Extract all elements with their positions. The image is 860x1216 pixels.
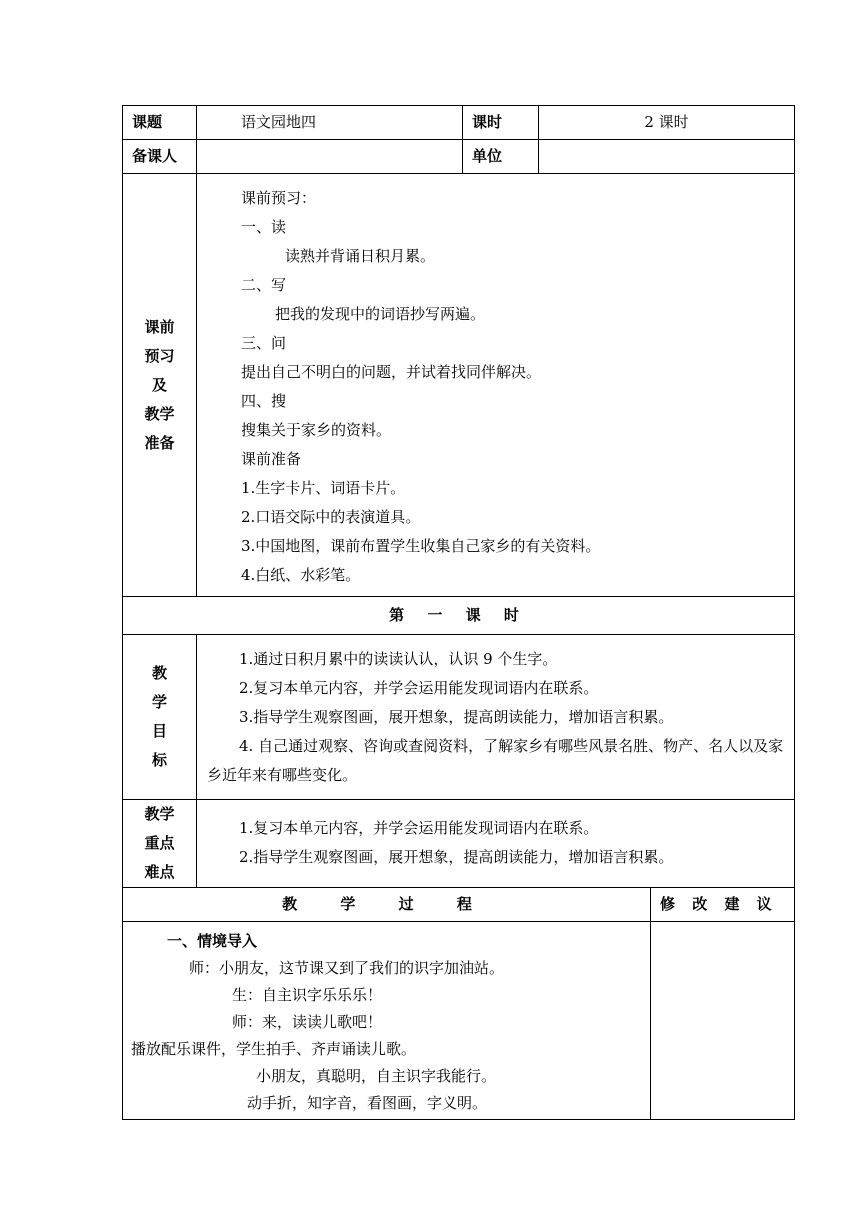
key-points-content bbox=[197, 800, 795, 888]
topic-label: 课题 bbox=[123, 106, 197, 140]
first-lesson-title: 第 一 课 时 bbox=[123, 597, 795, 635]
process-row bbox=[123, 922, 795, 1120]
first-lesson-row bbox=[123, 597, 795, 635]
objective-line: 1.通过日积月累中的读读认认，认识 9 个生字。 bbox=[239, 650, 558, 668]
preview-line: 搜集关于家乡的资料。 bbox=[241, 421, 392, 439]
objectives-side-label: 教 学 目 标 bbox=[123, 635, 197, 800]
preview-line: 二、写 bbox=[241, 276, 287, 294]
preparer-value bbox=[197, 140, 463, 174]
preview-line: 把我的发现中的词语抄写两遍。 bbox=[275, 305, 486, 323]
preview-line: 一、读 bbox=[241, 218, 287, 236]
preview-content bbox=[197, 174, 795, 597]
unit-label: 单位 bbox=[463, 140, 539, 174]
process-line: 小朋友，真聪明，自主识字我能行。 bbox=[256, 1067, 497, 1085]
key-point-line: 1.复习本单元内容，并学会运用能发现词语内在联系。 bbox=[239, 818, 599, 837]
key-point-line: 2.指导学生观察图画，展开想象，提高朗读能力，增加语言积累。 bbox=[239, 847, 674, 866]
topic-row bbox=[123, 106, 795, 140]
key-points-side-label: 教学 重点 难点 bbox=[123, 800, 197, 888]
process-line: 师：小朋友，这节课又到了我们的识字加油站。 bbox=[189, 959, 505, 977]
preview-line: 四、搜 bbox=[241, 392, 287, 410]
process-title: 教 学 过 程 bbox=[123, 888, 651, 922]
objective-line: 4. 自己通过观察、咨询或查阅资料，了解家乡有哪些风景名胜、物产、名人以及家乡近年来有哪些变化。 bbox=[207, 737, 784, 784]
objective-line: 3.指导学生观察图画，展开想象，提高朗读能力，增加语言积累。 bbox=[239, 708, 674, 726]
period-label: 课时 bbox=[463, 106, 539, 140]
process-line: 动手折，知字音，看图画，字义明。 bbox=[247, 1094, 488, 1112]
preview-line: 三、问 bbox=[241, 334, 287, 352]
process-content bbox=[123, 922, 651, 1120]
unit-value bbox=[539, 140, 795, 174]
key-points-row bbox=[123, 800, 795, 888]
preview-line: 课前预习： bbox=[241, 189, 317, 207]
preview-line: 1.生字卡片、词语卡片。 bbox=[241, 479, 406, 497]
preview-line: 课前准备 bbox=[241, 450, 302, 468]
preview-row bbox=[123, 174, 795, 597]
preview-line: 读熟并背诵日积月累。 bbox=[285, 247, 436, 265]
preparer-row bbox=[123, 140, 795, 174]
preview-side-label: 课前 预习 及 教学 准备 bbox=[123, 174, 197, 597]
objective-line: 2.复习本单元内容，并学会运用能发现词语内在联系。 bbox=[239, 679, 599, 697]
period-value: 2 课时 bbox=[539, 106, 795, 140]
preview-line: 2.口语交际中的表演道具。 bbox=[241, 508, 421, 526]
objectives-content bbox=[197, 635, 795, 800]
revise-title: 修 改 建 议 bbox=[651, 888, 795, 922]
topic-value: 语文园地四 bbox=[197, 106, 463, 140]
lesson-plan-table bbox=[122, 105, 795, 1120]
preparer-label: 备课人 bbox=[123, 140, 197, 174]
revise-content bbox=[651, 922, 795, 1120]
preview-line: 3.中国地图，课前布置学生收集自己家乡的有关资料。 bbox=[241, 537, 601, 555]
preview-line: 4.白纸、水彩笔。 bbox=[241, 566, 361, 584]
process-line: 生：自主识字乐乐乐！ bbox=[232, 986, 383, 1004]
process-header-row bbox=[123, 888, 795, 922]
process-line: 师：来，读读儿歌吧！ bbox=[232, 1013, 383, 1031]
preview-line: 提出自己不明白的问题，并试着找同伴解决。 bbox=[241, 363, 542, 381]
objectives-row bbox=[123, 635, 795, 800]
process-line: 一、情境导入 bbox=[167, 932, 258, 950]
process-line: 播放配乐课件，学生拍手、齐声诵读儿歌。 bbox=[131, 1040, 417, 1058]
